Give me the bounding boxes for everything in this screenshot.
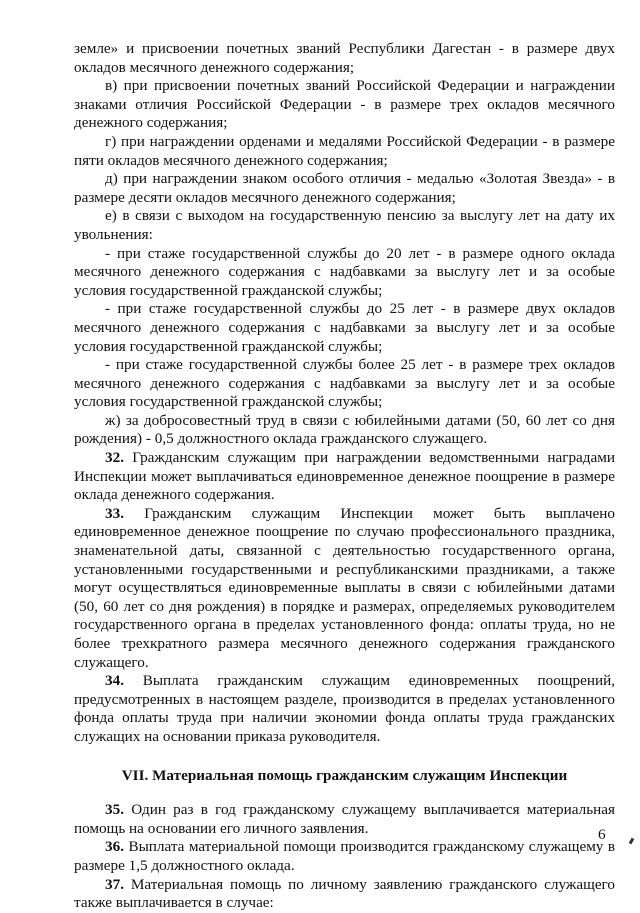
paragraph: д) при награждении знаком особого отличия - медалью «Золотая Звезда» - в размере десяти окладов месячного денежного содержания; xyxy=(74,170,615,206)
section-heading: VII. Материальная помощь гражданским служащим Инспекции xyxy=(121,766,568,784)
numbered-paragraph xyxy=(74,449,615,505)
numbered-paragraph xyxy=(74,505,615,672)
paragraph-number: 36. xyxy=(105,838,124,856)
paragraph-text: Выплата материальной помощи производится гражданскому служащему в размере 1,5 должностного оклада. xyxy=(74,838,616,874)
document-page xyxy=(74,40,615,913)
paragraph: - при стаже государственной службы до 25 лет - в размере двух окладов месячного денежного содержания с надбавками за выслугу лет и за особые условия государственной гражданской службы; xyxy=(74,300,615,355)
paragraph-group-awards xyxy=(74,40,615,449)
paragraph-text: Выплата гражданским служащим единовременных поощрений, предусмотренных в настоящем разделе, производится в пределах установленного фонда оплаты труда при наличии экономии фонда оплаты труда гражданских служащих на основании приказа руководителя. xyxy=(74,672,616,745)
paragraph-number: 33. xyxy=(105,504,124,522)
numbered-paragraph xyxy=(74,672,615,746)
page-number: 6 xyxy=(598,826,606,843)
paragraph-text: Один раз в год гражданскому служащему выплачивается материальная помощь на основании его личного заявления. xyxy=(74,801,615,837)
paragraph: ж) за добросовестный труд в связи с юбилейными датами (50, 60 лет со дня рождения) - 0,5 должностного оклада гражданского служащего. xyxy=(74,411,615,448)
numbered-paragraphs-32-34 xyxy=(74,449,615,747)
paragraph-text: Материальная помощь по личному заявлению гражданского служащего также выплачивается в случае: xyxy=(74,875,616,912)
paragraph-number: 37. xyxy=(105,875,124,893)
scan-artifact xyxy=(629,838,635,845)
paragraph-number: 32. xyxy=(105,449,124,467)
paragraph-number: 34. xyxy=(105,672,124,690)
numbered-paragraph xyxy=(74,801,615,838)
paragraph-text: Гражданским служащим Инспекции может быть выплачено единовременное денежное поощрение по случаю профессионального праздника, знаменательной даты, связанной с деятельностью государственного органа, установленными государственными и республиканскими праздниками, а также могут осуществляться единовременные выплаты в связи с юбилейными датами (50, 60 лет со дня рождения) в порядке и размерах, определяемых руководителем государственного органа в пределах установленного фонда: оплаты труда, но не более трехкратного размера месячного денежного содержания гражданского служащего. xyxy=(74,504,615,671)
paragraph: е) в связи с выходом на государственную пенсию за выслугу лет на дату их увольнения: xyxy=(74,207,615,243)
paragraph: земле» и присвоении почетных званий Республики Дагестан - в размере двух окладов месячного денежного содержания; xyxy=(74,40,615,76)
paragraph-number: 35. xyxy=(105,801,124,819)
paragraph: г) при награждении орденами и медалями Российской Федерации - в размере пяти окладов месячного денежного содержания; xyxy=(74,132,615,169)
numbered-paragraph xyxy=(74,838,615,875)
paragraph: в) при присвоении почетных званий Российской Федерации и награждении знаками отличия Российской Федерации - в размере трех окладов месячного денежного содержания; xyxy=(74,77,615,132)
numbered-paragraph xyxy=(74,876,615,913)
paragraph: - при стаже государственной службы более 25 лет - в размере трех окладов месячного денежного содержания с надбавками за выслугу лет и за особые условия государственной гражданской службы; xyxy=(74,356,615,411)
paragraph-text: Гражданским служащим при награждении ведомственными наградами Инспекции может выплачиваться единовременное денежное поощрение в размере оклада денежного содержания. xyxy=(74,449,615,504)
numbered-paragraphs-35-37 xyxy=(74,801,615,913)
paragraph: - при стаже государственной службы до 20 лет - в размере одного оклада месячного денежного содержания с надбавками за выслугу лет и за особые условия государственной гражданской службы; xyxy=(74,244,615,299)
